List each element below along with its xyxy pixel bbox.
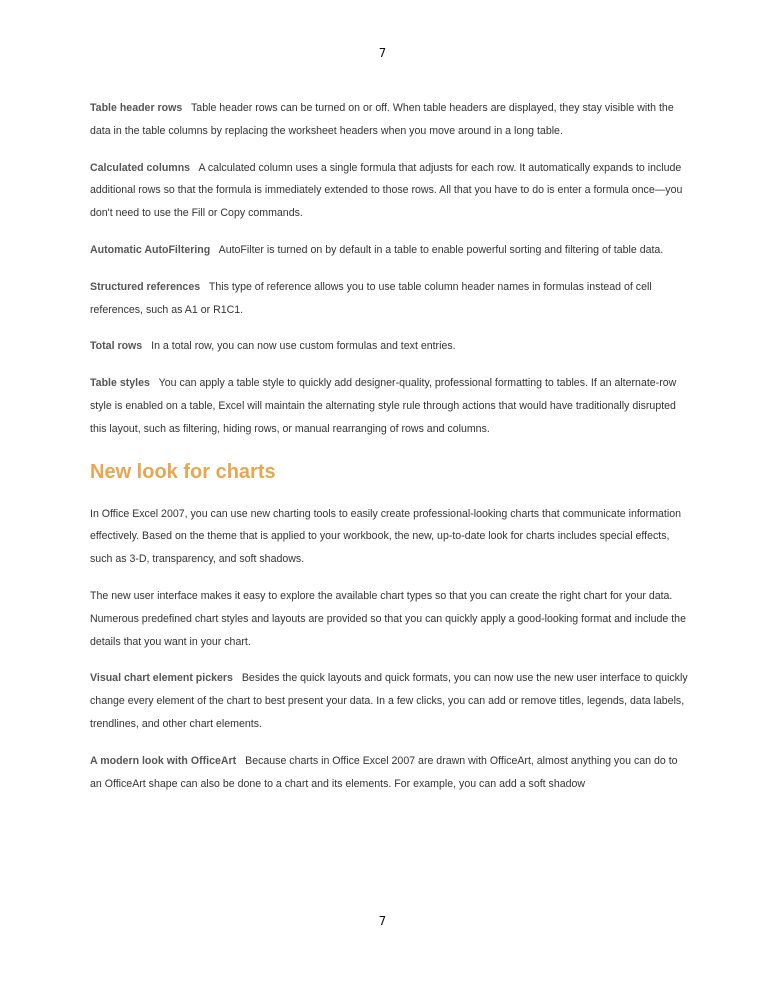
paragraph-charts-intro [90, 503, 690, 571]
paragraph-structured-references [90, 276, 690, 322]
paragraph-calculated-columns [90, 157, 690, 225]
paragraph-text: You can apply a table style to quickly add designer-quality, professional formatting to tables. If an alternate-row style is enabled on a table, Excel will maintain the alternating style rule through actions that would have traditionally disrupted this layout, such as filtering, hiding rows, or manual rearranging of rows and columns. [90, 377, 677, 435]
paragraph-text: AutoFilter is turned on by default in a table to enable powerful sorting and filtering of table data. [218, 243, 664, 256]
paragraph-text: A calculated column uses a single formula that adjusts for each row. It automatically expands to include additional rows so that the formula is immediately extended to those rows. All that you have to do is enter a formula once—you don't need to use the Fill or Copy commands. [90, 161, 683, 220]
term-label: Calculated columns [90, 161, 191, 174]
term-label: Total rows [90, 340, 143, 353]
term-label: Visual chart element pickers [90, 672, 233, 685]
paragraph-chart-types [90, 585, 690, 653]
term-label: Automatic AutoFiltering [90, 243, 211, 256]
paragraph-text: Table header rows can be turned on or off. When table headers are displayed, they stay visible with the data in the table columns by replacing the worksheet headers when you move around in a long table. [90, 102, 674, 137]
paragraph-text: In a total row, you can now use custom formulas and text entries. [151, 340, 456, 353]
paragraph-text: In Office Excel 2007, you can use new charting tools to easily create professional-looking charts that communicate information effectively. Based on the theme that is applied to your workbook, the new, up-to-date look for charts includes special effects, such as 3-D, transparency, and soft shadows. [90, 507, 682, 566]
page-number-bottom: 7 [378, 914, 387, 928]
section-heading: New look for charts [90, 460, 276, 483]
paragraph-total-rows [90, 335, 690, 358]
paragraph-table-styles [90, 372, 690, 440]
paragraph-text: Besides the quick layouts and quick formats, you can now use the new user interface to quickly change every element of the chart to best present your data. In a few clicks, you can add or remove titles, legends, data labels, trendlines, and other chart elements. [90, 672, 688, 730]
document-body [90, 97, 690, 809]
paragraph-automatic-autofiltering [90, 239, 690, 262]
term-label: Table header rows [90, 102, 183, 114]
term-label: A modern look with OfficeArt [90, 754, 237, 767]
term-label: Table styles [90, 377, 150, 390]
paragraph-modern-look-officeart [90, 750, 690, 796]
paragraph-table-header-rows [90, 97, 690, 143]
paragraph-text: This type of reference allows you to use table column header names in formulas instead of cell references, such as A1 or R1C1. [90, 280, 652, 316]
paragraph-text: The new user interface makes it easy to explore the available chart types so that you can create the right chart for your data. Numerous predefined chart styles and layouts are provided so that you can quickly apply a good-looking format and include the details that you want in your chart. [90, 589, 686, 648]
paragraph-text: Because charts in Office Excel 2007 are drawn with OfficeArt, almost anything you can do to an OfficeArt shape can also be done to a chart and its elements. For example, you can add a soft shadow [90, 754, 678, 790]
paragraph-visual-chart-element-pickers [90, 667, 690, 735]
term-label: Structured references [90, 280, 201, 293]
page-number-top: 7 [378, 46, 387, 60]
